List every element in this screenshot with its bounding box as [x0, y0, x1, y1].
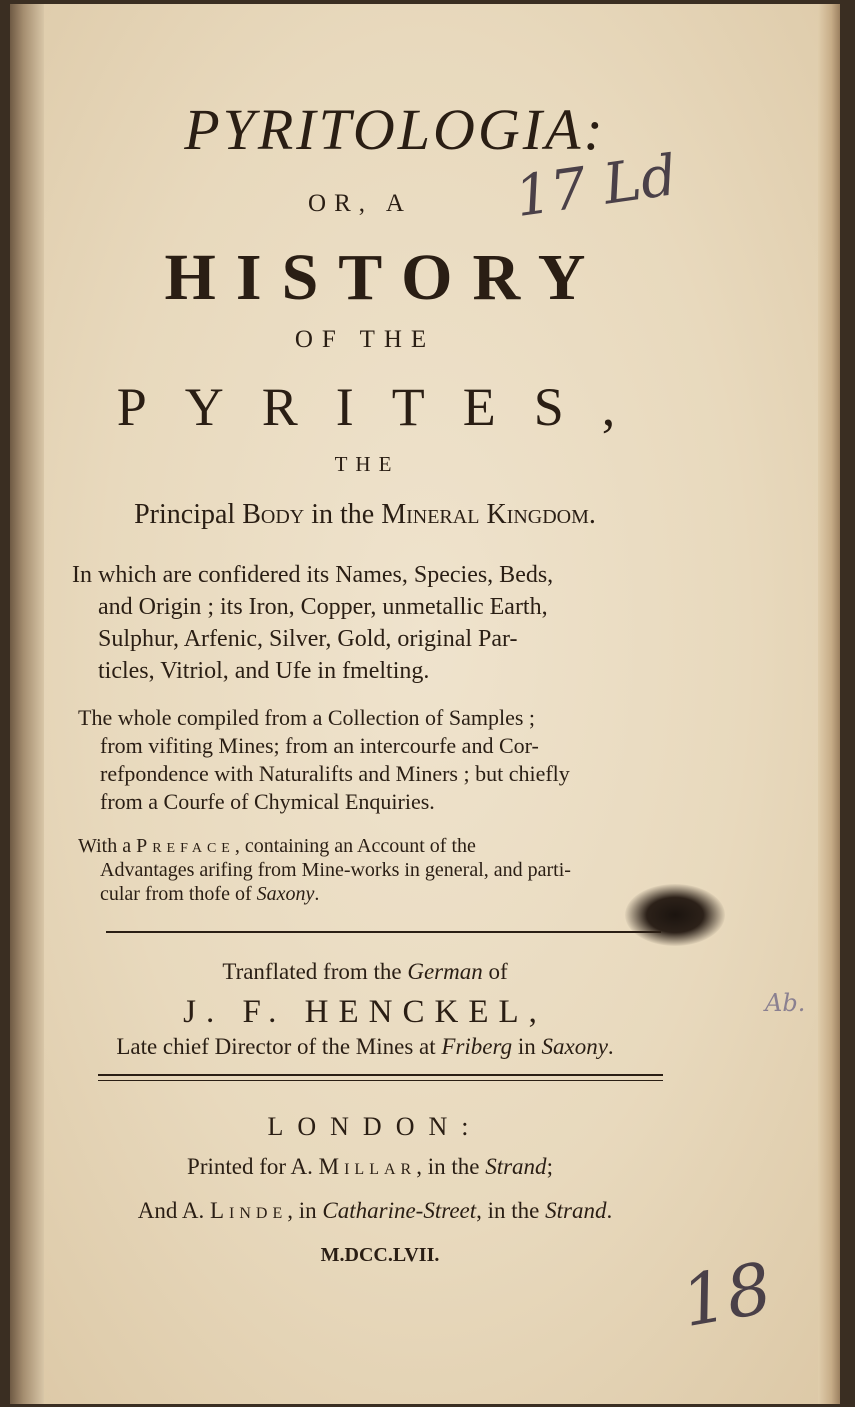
author-name: J. F. HENCKEL,	[183, 994, 547, 1030]
preface-line	[78, 834, 718, 858]
heading-history: HISTORY	[164, 241, 606, 314]
compilation-line: from vifiting Mines; from an intercourfe and Cor-	[100, 733, 539, 758]
contents-line: and Origin ; its Iron, Copper, unmetallic Earth,	[98, 594, 548, 620]
printed-text-a: Printed for A.	[187, 1154, 319, 1179]
linde-street: Catharine-Street	[322, 1198, 477, 1223]
imprint-printer-line	[10, 1154, 785, 1180]
principal-mineral: Mineral	[381, 499, 480, 530]
heading-pyrites: PYRITES,	[116, 377, 654, 437]
preface-paragraph	[78, 834, 718, 906]
contents-line: Sulphur, Arfenic, Silver, Gold, original Par-	[98, 626, 518, 652]
preface-text-b: , containing an Account of the	[234, 835, 476, 857]
late-saxony: Saxony	[541, 1034, 608, 1059]
heading-of-the: OF THE	[294, 326, 436, 353]
imprint-linde-line	[10, 1198, 790, 1224]
contents-paragraph	[72, 559, 752, 687]
preface-line: Advantages arifing from Mine-works in general, and parti-	[100, 859, 571, 881]
contents-line: ticles, Vitriol, and Ufe in fmelting.	[98, 658, 430, 684]
author-title-line	[10, 1034, 780, 1060]
page-edge	[818, 4, 840, 1404]
divider-rule	[106, 931, 661, 933]
book-page	[10, 4, 840, 1404]
late-text-a: Late chief Director of the Mines at	[116, 1034, 442, 1059]
handwritten-mark: Ab.	[765, 989, 806, 1017]
compilation-line: refpondence with Naturalifts and Miners ; but chiefly	[100, 761, 570, 786]
linde-name: Linde	[209, 1198, 288, 1223]
linde-text-d: .	[606, 1198, 613, 1223]
translated-german: German	[407, 959, 483, 984]
preface-text-c: cular from thofe of	[100, 883, 257, 905]
linde-text-c: , in the	[476, 1198, 546, 1223]
late-text-b: in	[512, 1034, 542, 1059]
preface-saxony: Saxony	[256, 883, 315, 905]
linde-text-a: And A.	[137, 1198, 210, 1223]
late-text-c: .	[607, 1034, 614, 1059]
principal-text-d: .	[588, 499, 596, 530]
translated-text-b: of	[482, 959, 508, 984]
printed-text-b: , in the	[416, 1154, 486, 1179]
late-friberg: Friberg	[441, 1034, 513, 1059]
printed-text-c: ;	[546, 1154, 553, 1179]
double-rule-top	[98, 1074, 663, 1076]
compilation-paragraph	[78, 704, 678, 816]
compilation-line: The whole compiled from a Collection of Samples ;	[78, 705, 536, 730]
principal-text-a: Principal	[134, 499, 243, 530]
heading-the: THE	[334, 452, 400, 476]
principal-kingdom: Kingdom	[486, 499, 589, 530]
translated-line	[10, 959, 780, 985]
printed-millar: Millar	[318, 1154, 417, 1179]
preface-line	[78, 882, 718, 906]
linde-text-b: , in	[287, 1198, 323, 1223]
preface-text-a: With a	[78, 835, 137, 857]
linde-strand: Strand	[545, 1198, 607, 1223]
preface-word: Preface	[136, 835, 235, 857]
compilation-line: from a Courfe of Chymical Enquiries.	[100, 789, 435, 814]
principal-body: Body	[242, 499, 305, 530]
printed-strand: Strand	[485, 1154, 547, 1179]
handwritten-mark: 18	[675, 1246, 778, 1344]
book-title: PYRITOLOGIA:	[184, 97, 606, 162]
subtitle-or-a: OR, A	[308, 190, 412, 217]
imprint-city: LONDON:	[267, 1112, 483, 1141]
translated-text-a: Tranflated from the	[222, 959, 408, 984]
contents-line: In which are confidered its Names, Species, Beds,	[72, 562, 554, 588]
principal-text-b: in the	[304, 499, 382, 530]
preface-text-d: .	[314, 883, 320, 905]
handwritten-mark: 17 Ld	[511, 143, 681, 230]
imprint-date: M.DCC.LVII.	[320, 1244, 440, 1266]
principal-body-line	[10, 499, 780, 531]
double-rule-bottom	[98, 1080, 663, 1081]
